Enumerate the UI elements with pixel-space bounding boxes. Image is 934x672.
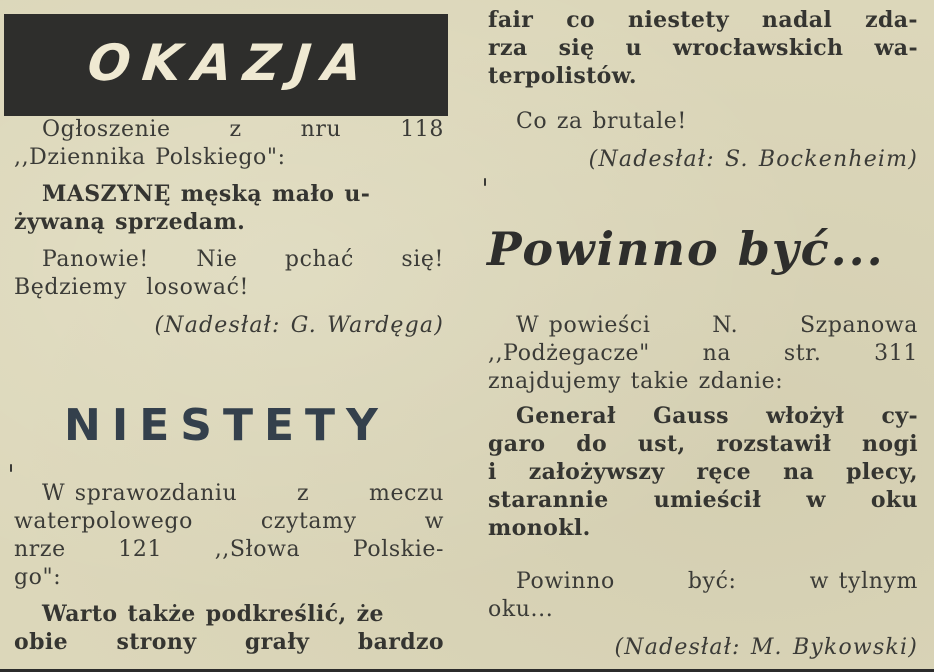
powinno-comment-line-1: Powinno być: w tylnym: [516, 569, 918, 594]
powinno-comment: [488, 568, 918, 624]
powinno-comment-line-2: oku...: [488, 597, 554, 622]
okazja-quote-line-2: żywaną sprzedam.: [14, 209, 246, 235]
niestety-quote-line-4: rza się u wrocławskich wa-: [488, 35, 918, 61]
niestety-quote-line-3: fair co niestety nadal zda-: [488, 7, 918, 33]
niestety-comment: Co za brutale!: [516, 109, 687, 134]
niestety-quote-line-2: obie strony grały bardzo: [14, 629, 444, 655]
okazja-comment-line-1: Panowie! Nie pchać się!: [42, 247, 444, 272]
niestety-quote-line-5: terpolistów.: [488, 63, 637, 89]
okazja-intro: [14, 116, 444, 172]
okazja-quote: [14, 180, 444, 236]
niestety-quote-part-2: [488, 6, 918, 90]
okazja-title: OKAZJA: [85, 34, 377, 92]
powinno-intro-line-3: znajdujemy takie zdanie:: [488, 369, 784, 394]
powinno-quote: [488, 402, 918, 542]
okazja-intro-line-1: Ogłoszenie z nru 118: [42, 117, 444, 142]
okazja-quote-line-1: MASZYNĘ męską mało u-: [42, 181, 371, 207]
powinno-intro-line-1: W powieści N. Szpanowa: [516, 313, 918, 338]
niestety-intro-line-2: waterpolowego czytamy w: [14, 509, 444, 534]
niestety-quote-line-1: Warto także podkreślić, że: [42, 601, 384, 627]
powinno-intro-line-2: ,,Podżegacze" na str. 311: [488, 341, 918, 366]
powinno-quote-line-3: i założywszy ręce na plecy,: [488, 459, 918, 485]
powinno-title: Powinno być...: [487, 222, 885, 276]
powinno-quote-line-5: monokl.: [488, 515, 591, 541]
niestety-title: NIESTETY: [64, 400, 389, 451]
okazja-comment: [14, 246, 444, 302]
okazja-intro-line-2: ,,Dziennika Polskiego":: [14, 145, 286, 170]
niestety-intro-line-3: nrze 121 ,,Słowa Polskie-: [14, 537, 444, 562]
niestety-intro: [14, 480, 444, 592]
powinno-quote-line-1: Generał Gauss włożył cy-: [516, 403, 918, 429]
niestety-quote-part-1: [14, 600, 444, 656]
niestety-intro-line-1: W sprawozdaniu z meczu: [42, 481, 444, 506]
powinno-signature: (Nadesłał: M. Bykowski): [614, 635, 918, 660]
niestety-intro-line-4: go":: [14, 565, 62, 590]
print-speck: [484, 178, 486, 186]
powinno-intro: [488, 312, 918, 396]
okazja-comment-line-2: Będziemy losować!: [14, 275, 249, 300]
okazja-header-banner: [4, 14, 448, 116]
powinno-quote-line-4: starannie umieścił w oku: [488, 487, 918, 513]
powinno-quote-line-2: garo do ust, rozstawił nogi: [488, 431, 918, 457]
niestety-signature: (Nadesłał: S. Bockenheim): [588, 147, 918, 172]
okazja-signature: (Nadesłał: G. Wardęga): [154, 313, 444, 338]
print-speck: [10, 464, 12, 472]
